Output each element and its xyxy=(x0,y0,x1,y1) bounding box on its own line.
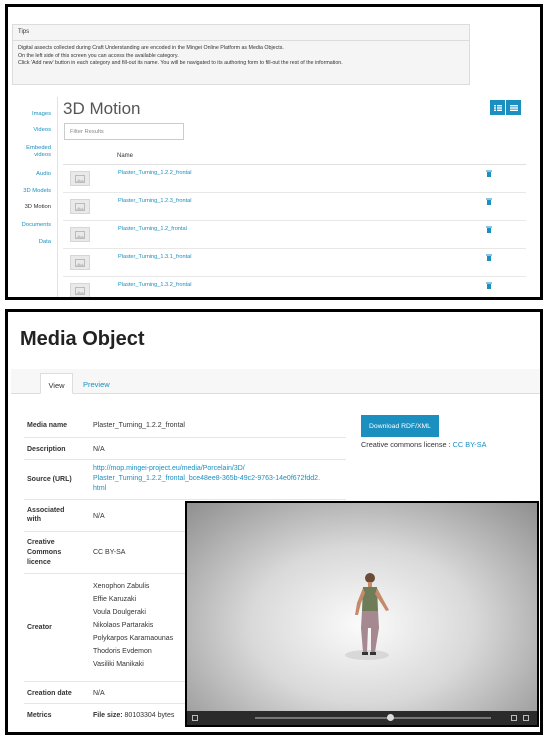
creator-name: Effie Karuzaki xyxy=(93,596,137,603)
image-placeholder-icon xyxy=(70,171,90,186)
sidebar-item-images[interactable]: Images xyxy=(31,111,51,117)
sidebar-item-audio[interactable]: Audio xyxy=(36,171,51,177)
media-link[interactable]: Plaster_Turning_1.2.3_frontal xyxy=(118,198,192,204)
media-link[interactable]: Plaster_Turning_1.2.2_frontal xyxy=(118,170,192,176)
creator-name: Nikolaos Partarakis xyxy=(93,622,154,629)
trash-icon[interactable] xyxy=(486,170,492,177)
media-link[interactable]: Plaster_Turning_1.3.2_frontal xyxy=(118,282,192,288)
creator-name: Thodoris Evdemon xyxy=(93,648,152,655)
trash-icon[interactable] xyxy=(486,198,492,205)
property-row xyxy=(24,438,346,460)
description-value: N/A xyxy=(93,446,105,453)
list-view-button[interactable] xyxy=(506,100,521,115)
image-placeholder-icon xyxy=(70,227,90,242)
trash-icon[interactable] xyxy=(486,226,492,233)
player-controls xyxy=(187,711,537,725)
file-size-label: File size: xyxy=(93,712,123,719)
list-icon xyxy=(510,104,518,112)
media-object-panel xyxy=(5,309,543,735)
nav-divider xyxy=(57,97,58,300)
tab-view[interactable]: View xyxy=(40,373,73,394)
timeline-handle[interactable] xyxy=(387,714,394,721)
grid-icon xyxy=(494,104,502,112)
image-placeholder-icon xyxy=(70,283,90,298)
tips-line: Digital assects collected during Craft Understanding are encoded in the Mingei Online Platform as Media Objects. xyxy=(18,45,284,51)
property-label: Creator xyxy=(27,624,52,631)
property-label xyxy=(27,506,64,524)
trash-icon[interactable] xyxy=(486,282,492,289)
tips-heading: Tips xyxy=(13,25,469,41)
3d-motion-viewer[interactable] xyxy=(185,501,539,727)
file-size-value: 80103304 bytes xyxy=(124,712,175,719)
property-label: Description xyxy=(27,446,66,453)
label-line: with xyxy=(27,516,41,523)
source-url-link[interactable] xyxy=(93,464,320,494)
property-label: Metrics xyxy=(27,712,52,719)
table-row xyxy=(63,249,526,277)
source-url-line: html xyxy=(93,485,107,492)
tips-box xyxy=(12,24,470,85)
label-line: Creative xyxy=(27,539,55,546)
property-row xyxy=(24,412,346,438)
download-rdf-button[interactable]: Download RDF/XML xyxy=(361,415,439,437)
creator-name: Voula Doulgeraki xyxy=(93,609,146,616)
category-title: 3D Motion xyxy=(63,99,141,118)
fullscreen-icon[interactable] xyxy=(523,715,529,721)
property-label: Media name xyxy=(27,422,68,429)
label-line: Commons xyxy=(27,549,62,556)
settings-icon[interactable] xyxy=(511,715,517,721)
sidebar-item-videos[interactable]: Videos xyxy=(33,127,51,133)
creator-name: Vasiliki Manikaki xyxy=(93,661,144,668)
play-icon[interactable] xyxy=(192,715,198,721)
property-label: Creation date xyxy=(27,690,72,697)
trash-icon[interactable] xyxy=(486,254,492,261)
avatar-figure xyxy=(187,503,539,727)
licence-link[interactable]: CC BY-SA xyxy=(452,440,487,449)
column-header-name: Name xyxy=(117,153,134,159)
sidebar-item-3d-motion[interactable]: 3D Motion xyxy=(24,204,51,210)
tips-line: Click 'Add new' button in each category and fill-out its name. You will be navigated to its authoring form to fill-out the rest of the information. xyxy=(18,60,343,66)
sidebar-item-documents[interactable]: Documents xyxy=(21,222,51,228)
table-row xyxy=(63,165,526,193)
source-url-line: http://mop.mingei-project.eu/media/Porcelain/3D/ xyxy=(93,465,245,472)
creator-name: Polykarpos Karamaounas xyxy=(93,635,174,642)
property-label xyxy=(27,538,61,568)
label-line: Associated xyxy=(27,507,65,514)
grid-view-button[interactable] xyxy=(490,100,505,115)
associated-value: N/A xyxy=(93,513,105,520)
view-toggle xyxy=(490,100,521,115)
creation-date-value: N/A xyxy=(93,690,105,697)
table-row xyxy=(63,193,526,221)
filter-input[interactable]: Filter Results xyxy=(64,123,184,140)
tab-preview[interactable]: Preview xyxy=(83,380,110,389)
metrics-value xyxy=(93,711,174,720)
table-row xyxy=(63,221,526,249)
property-label: Source (URL) xyxy=(27,476,72,483)
creator-name: Xenophon Zabulis xyxy=(93,583,150,590)
sidebar-item-data[interactable]: Data xyxy=(38,239,51,245)
source-url-line: Plaster_Turning_1.2.2_frontal_bce48ee8-365b-49c2-9763-14e0f672fdd2. xyxy=(93,475,321,482)
label-line: licence xyxy=(27,559,51,566)
licence-note-label: Creative commons license : xyxy=(361,440,451,449)
media-link[interactable]: Plaster_Turning_1.3.1_frontal xyxy=(118,254,192,260)
tips-body xyxy=(13,41,469,68)
property-row xyxy=(24,460,346,500)
page-title: Media Object xyxy=(20,328,145,350)
tips-line: On the left side of this screen you can access the available category. xyxy=(18,52,179,59)
timeline-slider[interactable] xyxy=(255,717,491,719)
media-name-value: Plaster_Turning_1.2.2_frontal xyxy=(93,422,185,429)
licence-value: CC BY-SA xyxy=(93,549,126,556)
image-placeholder-icon xyxy=(70,255,90,270)
licence-note xyxy=(361,440,486,449)
media-link[interactable]: Plaster_Turning_1.2_frontal xyxy=(118,226,187,232)
tab-bar xyxy=(11,369,541,394)
sidebar-item-embeded-videos[interactable]: Embeded videos xyxy=(26,145,51,158)
sidebar-item-3d-models[interactable]: 3D Models xyxy=(23,188,51,194)
creator-list xyxy=(93,580,173,671)
table-row xyxy=(63,277,526,300)
media-list-panel xyxy=(5,4,543,300)
image-placeholder-icon xyxy=(70,199,90,214)
